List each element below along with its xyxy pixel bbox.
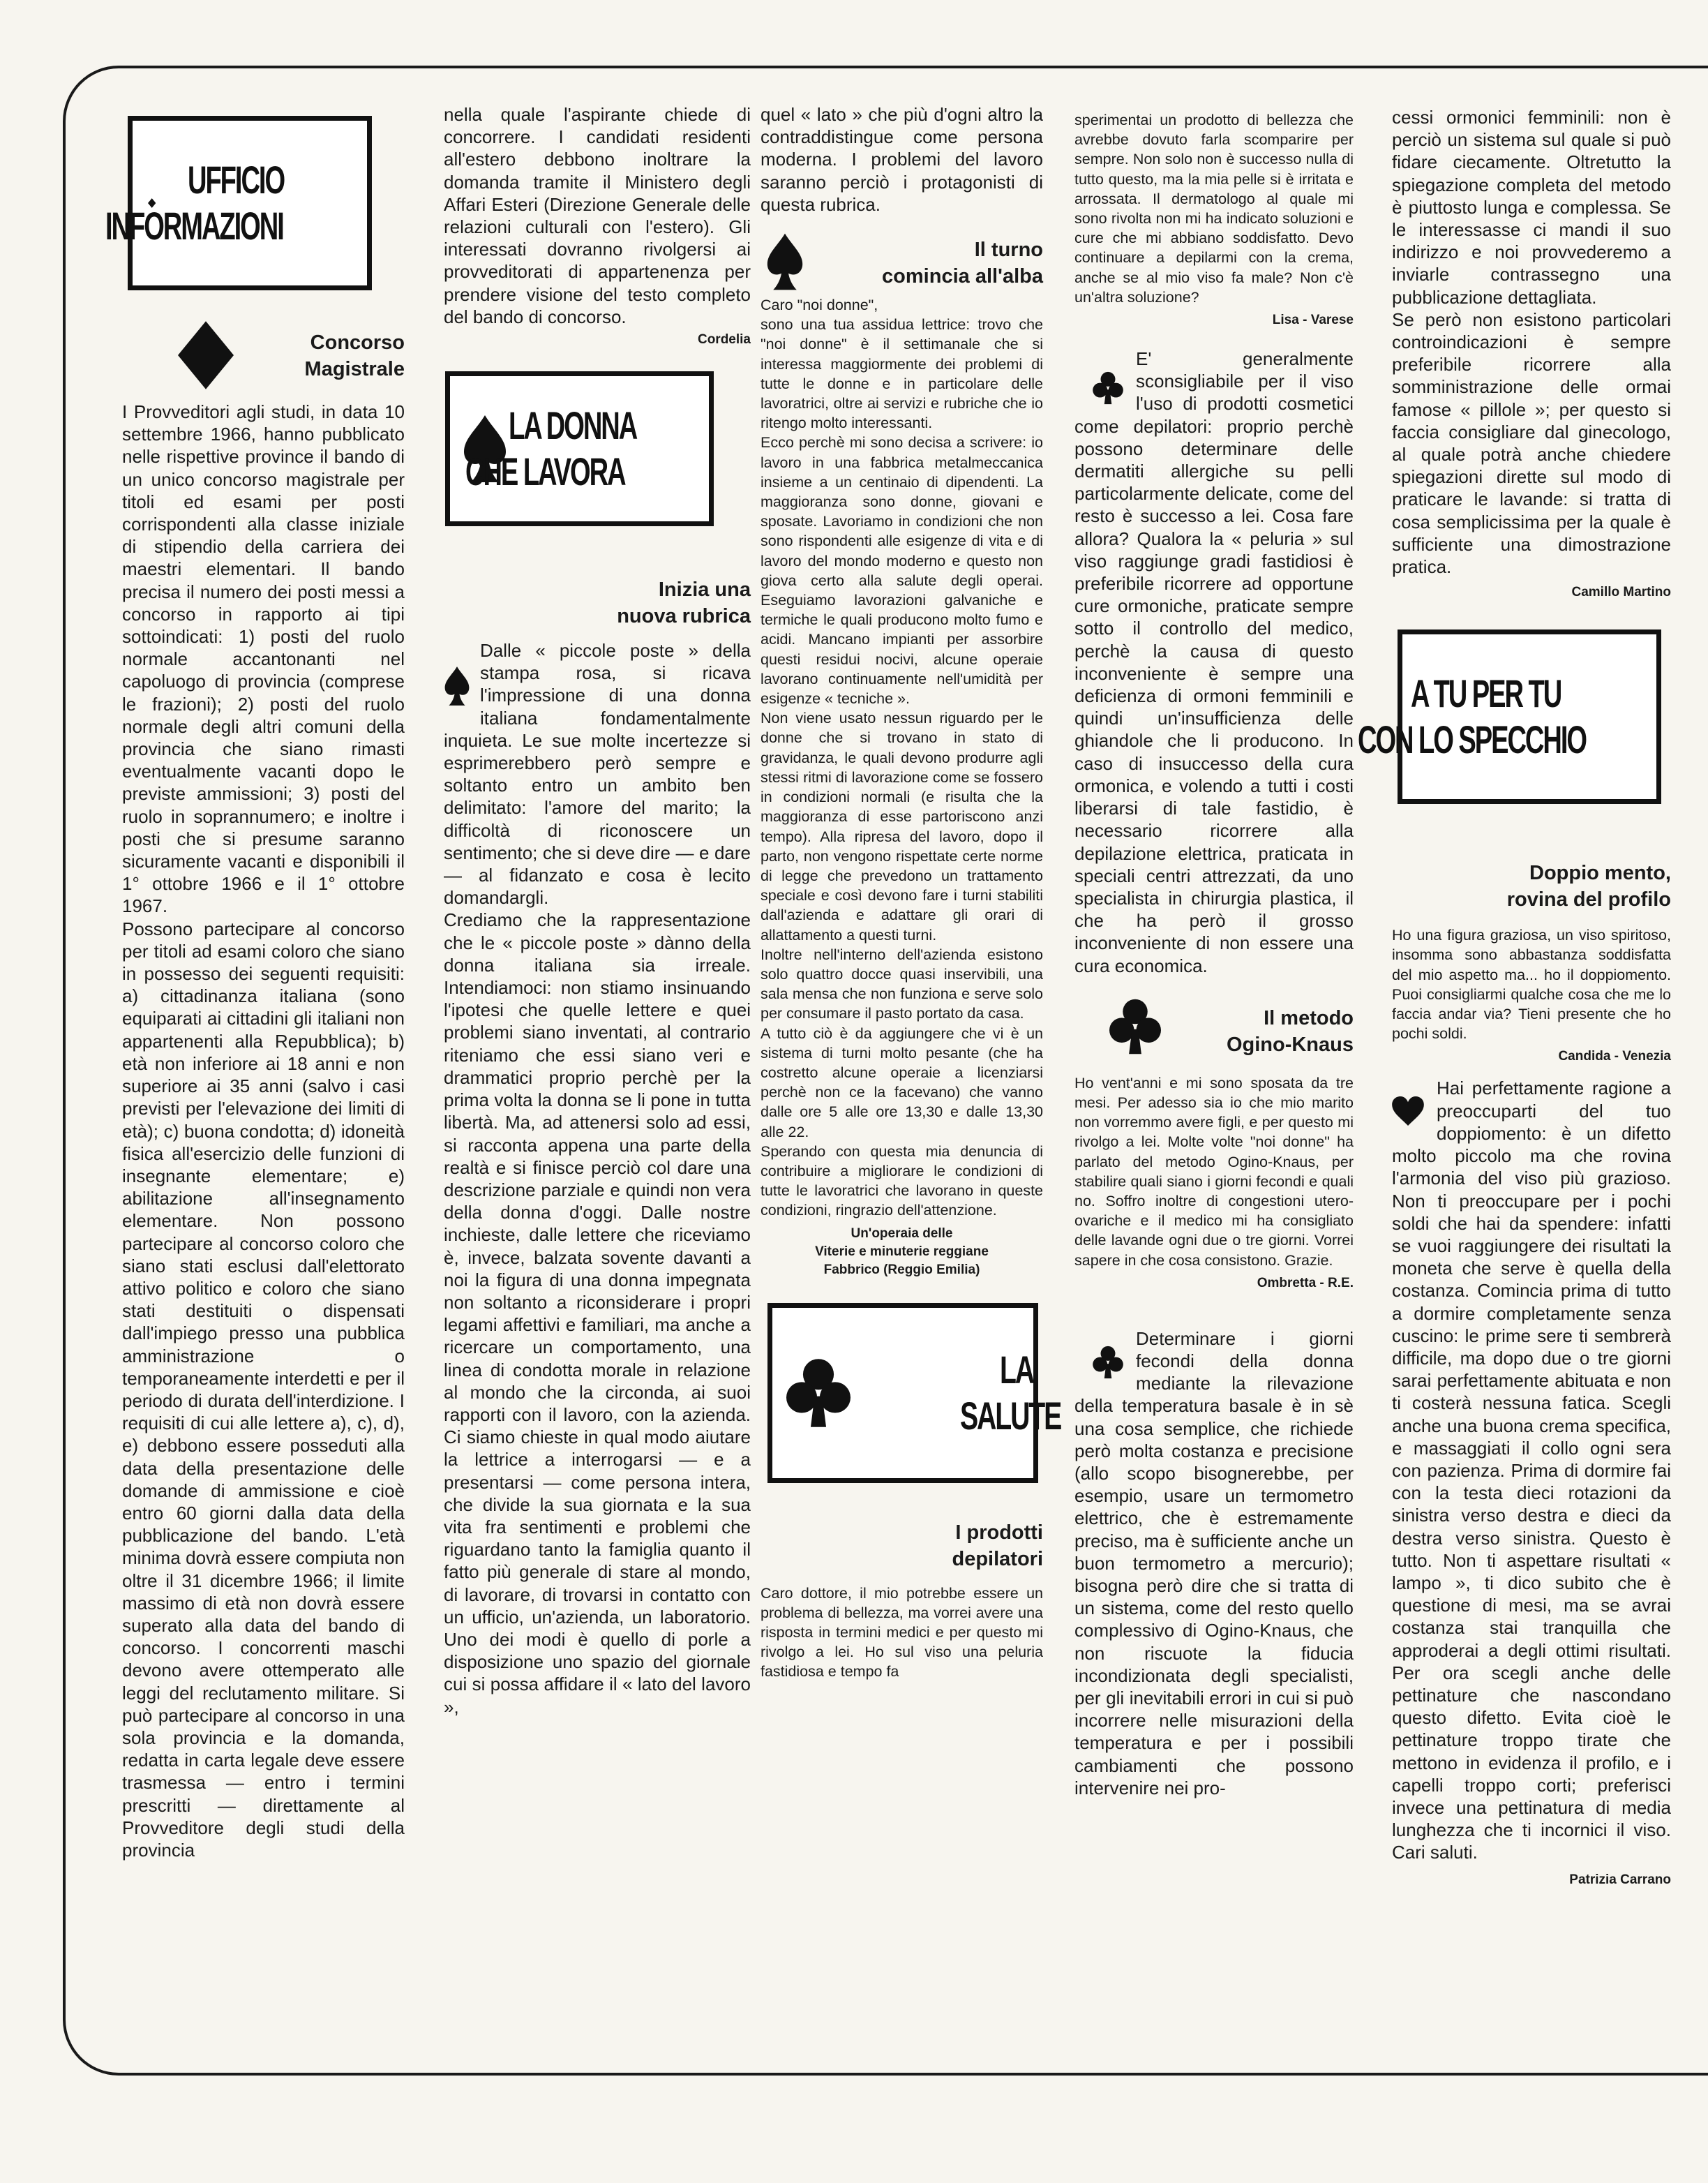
club-suit-icon xyxy=(1093,371,1123,405)
answer-doppio-mento-text: Hai perfettamente ragione a preoccuparti del tuo doppiomento: è un difetto molto piccolo ma che rovina l'armonia del viso più grazioso. Non ti preoccupare per i pochi soldi che hai da spendere: infatti se vuoi raggiungere dei risultati la moneta che serve è quella della costanza. Comincia prima di tutto a dormire completamente senza cuscino: le prime sere ti sembrerà difficile, ma dopo due o tre giorni sarai perfettamente abituata e non ti costerà nessuna fatica. Scegli anche una buona crema specifica, e massaggiati il collo ogni sera con pazienza. Prima di dormire fai con la testa dieci rotazioni da sinistra verso destra e dieci da destra verso sinistra. Questo è tutto. Non ti aspettare risultati « lampo », ti dico subito che è questione di mesi, ma se avrai costanza stai tranquilla che approderai a degli ottimi risultati. Per ora scegli anche delle pettinature che nascondano questo difetto. Evita cioè le pettinature troppo tirate che mettono in evidenza il profilo, e i capelli troppo corti; preferisci invece una pettinatura di media lunghezza che ti incornici il viso. Cari saluti. xyxy=(1392,1078,1671,1863)
signature-ombretta: Ombretta - R.E. xyxy=(1257,1275,1354,1290)
club-suit-icon xyxy=(1109,998,1161,1055)
doppio-mento-heading: Doppio mento, rovina del profilo xyxy=(1506,862,1671,911)
i-prodotti-depilatori-heading: I prodotti depilatori xyxy=(952,1521,1043,1570)
signature-candida-venezia: Candida - Venezia xyxy=(1558,1049,1671,1064)
answer-doppio-mento xyxy=(1392,1077,1671,1863)
signature-cordelia: Cordelia xyxy=(697,332,751,348)
signature-patrizia-carrano: Patrizia Carrano xyxy=(1569,1872,1671,1887)
rubrica-intro-body xyxy=(444,639,751,1718)
concorso-magistrale-heading: Concorso Magistrale xyxy=(304,331,405,380)
column-2 xyxy=(444,103,751,1718)
la-salute-header xyxy=(767,1303,1061,1483)
header-title-line1: LA xyxy=(999,1347,1033,1392)
answer-ogino-knaus xyxy=(1074,1327,1354,1799)
signature-lisa-varese: Lisa - Varese xyxy=(1272,313,1354,328)
letter-depilatori-continued: sperimentai un prodotto di bellezza che avrebbe dovuto farla scomparire per sempre. Non solo non è successo nulla di tutto questo, ma la mia pelle si è irritata e arrossata. Il dermatologo al quale mi sono rivolta non mi ha indicato soluzioni e cure che mi abbiano soddisfatto. Devo continuare a depilarmi con la crema, anche se al mio viso fa male? Non c'è un'altra soluzione? xyxy=(1074,112,1354,306)
column-1 xyxy=(105,105,405,1861)
header-title-line2: SALUTE xyxy=(960,1393,1061,1438)
answer-depilatori-text: E' generalmente sconsigliabile per il viso l'uso di prodotti cosmetici come depilatori: proprio perchè possono determinare delle dermatiti allergiche su pelli particolarmente delicate, come del resto è successo a lei. Cosa fare allora? Qualora la « peluria » sul viso raggiunge gradi fastidiosi è preferibile ricorrere ad opportune cure ormoniche, praticate sempre sotto il controllo del medico, perchè la causa di questo inconveniente è sempre una deficienza di ormoni femminili e quindi un'insufficienza delle ghiandole che li producono. In caso di insuccesso della cura ormonica, e volendo a tutti i costi liberarsi di tale fastidio, è necessario ricorrere alla depilazione elettrica, praticata in speciali centri attrezzati, da uno specialista in chirurgia plastica, il che ha però il grosso inconveniente di non essere una cura economica. xyxy=(1074,348,1354,976)
signature-camillo-martino: Camillo Martino xyxy=(1571,585,1671,600)
spade-suit-icon xyxy=(766,232,804,291)
column-3 xyxy=(761,103,1061,1682)
club-suit-icon xyxy=(1093,1346,1123,1379)
rubrica-continued: quel « lato » che più d'ogni altro la contraddistingue come persona moderna. I problemi del lavoro saranno perciò i protagonisti di questa rubrica. xyxy=(761,104,1043,215)
diamond-suit-icon xyxy=(178,321,234,389)
il-turno-comincia-heading: Il turno comincia all'alba xyxy=(882,239,1043,288)
rubrica-intro-text: Dalle « piccole poste » della stampa rosa, si ricava l'impressione di una donna italiana fondamentalmente inquieta. Le sue molte incertezze si esprimerebbero però sempre e soltanto entro un ambito ben delimitato: l'amore del marito; la difficoltà di riconoscere un sentimento; che si deve dire — e dare — al fidanzato e cosa è lecito domandargli. Crediamo che la rappresentazione che le « piccole poste » dànno della donna italiana sia irreale. Intendiamoci: non stiamo insinuando l'ipotesi che quelle lettere e quei problemi siano inventati, al contrario riteniamo che essi siano veri e drammatici proprio perchè per la prima volta la donna se li pone in tutta libertà. Ma, ad attenersi solo ad essi, si racconta appena una parte della realtà e si finisce perciò col dare una descrizione parziale e quindi non vera della donna d'oggi. Dalle nostre inchieste, dalle lettere che riceviamo è, invece, balzata sovente davanti a noi la figura di una donna impegnata non soltanto a riconsiderare i propri legami affettivi e familiari, ma anche a ricercare un comportamento, una linea di condotta morale in relazione al mondo che la circonda, ai suoi rapporti con il lavoro, con la azienda. Ci siamo chieste in qual modo aiutare la lettrice a interrogarsi — e a presentarsi — come persona intera, che divide la sua giornata e la sua vita fra sentimenti e problemi che riguardano tanto la famiglia quanto il fatto più generale di stare al mondo, di lavorare, di trovarsi in contatto con un ufficio, un'azienda, un laboratorio. Uno dei modi è quello di porle a disposizione uno spazio del giornale cui si possa affidare il « lato del lavoro », xyxy=(444,640,751,1718)
header-title-line2: CON LO SPECCHIO xyxy=(1358,717,1586,762)
answer-depilatori xyxy=(1074,348,1354,977)
answer-ogino-continued: cessi ormonici femminili: non è perciò un sistema sul quale si può fidare ciecamente. Oltretutto la spiegazione completa del metodo è piuttosto lunga e complessa. Se le interessasse ci mandi il suo indirizzo e noi provvederemo a inviarle contrassegno una pubblicazione dettagliata. Se però non esistono particolari controindicazioni è sempre preferibile ricorrere alla somministrazione delle ormai famose « pillole »; per questo si faccia consigliare dal ginecologo, al quale potrà anche chiedere spiegazioni dirette sul modo di praticare le lavande: si tratta di cosa semplicissima per la quale è sufficiente una dimostrazione pratica. xyxy=(1392,107,1671,578)
concorso-article-continued: nella quale l'aspirante chiede di concorrere. I candidati residenti all'estero debbono inoltrare la domanda tramite il Ministero degli Affari Esteri (Direzione Generale delle relazioni culturali con l'estero). Gli interessati dovranno rivolgersi ai provveditorati di appartenenza per prendere visione del testo completo del bando di concorso. xyxy=(444,104,751,327)
column-4 xyxy=(1074,110,1354,1799)
header-title-line1: A TU PER TU xyxy=(1411,671,1561,716)
ufficio-informazioni-header xyxy=(105,116,372,290)
header-title-line1: UFFICIO xyxy=(188,158,285,202)
a-tu-per-tu-header xyxy=(1358,629,1661,804)
header-title-line2: INFORMAZIONI xyxy=(105,204,284,248)
club-suit-icon xyxy=(786,1355,851,1431)
letter-ombretta: Ho vent'anni e mi sono sposata da tre mesi. Per adesso sia io che mio marito non vorremmo avere figli, e per questo mi rivolgo a lei. Molte volte "noi donne" ha parlato del metodo Ogino-Knaus, per stabilire quali siano i giorni fecondi e quali no. Soffro inoltre di congestioni utero-ovariche e il medico mi ha consigliato delle lavande ogni due o tre giorni. Vorrei sapere in che cosa consistono. Grazie. xyxy=(1074,1074,1354,1269)
header-title-line1: LA DONNA xyxy=(509,403,637,448)
signature-operaia: Un'operaia delle Viterie e minuterie reggiane Fabbrico (Reggio Emilia) xyxy=(815,1225,989,1277)
concorso-article-body: I Provveditori agli studi, in data 10 settembre 1966, hanno pubblicato nelle rispettive province il bando di un unico concorso magistrale per titoli ed esami per posti corrispondenti alla classe iniziale di stipendio della carriera dei maestri elementari. Il bando precisa il numero dei posti messi a concorso in rapporto ai tipi sottoindicati: 1) posti del ruolo normale accantonanti nel capoluogo di provincia (comprese le frazioni); 2) posti del ruolo normale degli altri comuni della provincia che siano rimasti eventualmente vacanti dopo le previste ammissioni; 3) posti del ruolo in soprannumero; e inoltre i posti che si presume saranno sicuramente vacanti e disponibili il 1° ottobre 1966 e il 1° ottobre 1967. Possono partecipare al concorso per titoli ad esami coloro che siano in possesso dei seguenti requisiti: a) cittadinanza italiana (sono equiparati ai cittadini gli italiani non appartenenti alla Repubblica); b) età non inferiore ai 18 anni e non superiore ai 35 anni (salvo i casi previsti per l'elevazione dei limiti di età); c) buona condotta; d) idoneità fisica all'esercizio delle funzioni di insegnante elementare; e) abilitazione all'insegnamento elementare. Non possono partecipare al concorso coloro che siano stati esclusi dall'elettorato attivo politico e coloro che siano stati destituiti o dispensati dall'impiego presso una pubblica amministrazione o temporaneamente interdetti e per il periodo di durata dell'interdizione. I requisiti di cui alle lettere a), c), d), e) debbono essere posseduti alla data della presentazione delle domande di ammissione e cioè entro 60 giorni dalla data della pubblicazione del bando. L'età minima dovrà essere compiuta non oltre il 31 dicembre 1966; il limite massimo di età non dovrà essere superato alla data del bando di concorso. I concorrenti maschi devono avere ottemperato alle leggi del reclutamento militare. Si può partecipare al concorso in una sola provincia e la domanda, redatta in carta legale deve essere trasmessa — entro i termini prescritti — direttamente al Provveditore degli studi della provincia xyxy=(122,401,405,1861)
answer-ogino-knaus-text: Determinare i giorni fecondi della donna mediante la rilevazione della temperatura basale è in sè una cosa semplice, che richiede però molta costanza e precisione (allo scopo bisognerebbe, per esempio, usare un termometro elettrico, che è estremamente preciso, ma è sufficiente anche un buon termometro a mercurio); bisogna però dire che si tratta di un sistema, come del resto quello complessivo di Ogino-Knaus, che non riscuote la fiducia incondizionata degli specialisti, per gli inevitabili errori in cui si può incorrere nelle misurazioni della temperatura e per i possibili cambiamenti che possono intervenire nei pro- xyxy=(1074,1327,1354,1798)
il-metodo-ogino-knaus-heading: Il metodo Ogino-Knaus xyxy=(1226,1006,1354,1056)
column-5 xyxy=(1358,106,1671,1889)
header-title-line2: CHE LAVORA xyxy=(465,449,625,494)
letter-operaia: Caro "noi donne", sono una tua assidua lettrice: trovo che "noi donne" è il settimanale che si interessa maggiormente dei problemi di tutte le donne e in particolare delle lavoratrici, oltre ai servizi e rubriche che io ritengo molto interessanti. Ecco perchè mi sono decisa a scrivere: io lavoro in una fabbrica metalmeccanica insieme a un centinaio di dipendenti. La maggioranza sono donne, giovani e sposate. Lavoriamo in condizioni che non sono rispondenti alle esigenze di vita e di lavoro del mondo moderno e questo non giova certo alla salute degli operai. Eseguiamo lavorazioni galvaniche e termiche le quali producono molto fumo e acidi. Mancano impianti per assorbire questi residui nocivi, alcune operaie lavorano continuamente nell'umidità per esigenze « tecniche ». Non viene usato nessun riguardo per le donne che si trovano in stato di gravidanza, le quali devono produrre agli stessi ritmi di lavorazione come se fossero in condizioni normali (e risulta che la maggioranza di esse partoriscono anzi tempo). Alla ripresa del lavoro, dopo il parto, non vengono rispettate certe norme di legge che prevedono un trattamento speciale e così devono fare i turni stabiliti dall'azienda e adattare gli orari di allattamento a questi turni. Inoltre nell'interno dell'azienda esistono solo quattro docce quasi inservibili, una sala mensa che non funziona e serve solo per consumare il pasto portato da casa. A tutto ciò è da aggiungere che vi è un sistema di turni molto pesante (che ha costretto alcune operaie a licenziarsi perchè non ce la facevano) che vanno dalle ore 5 alle ore 13,30 e dalle 13,30 alle 22. Sperando con questa mia denuncia di contribuire a migliorare le condizioni di tutte le lavoratrici che lavorano in queste condizioni, ringrazio dell'attenzione. xyxy=(761,297,1043,1219)
inizia-una-nuova-rubrica-heading: Inizia una nuova rubrica xyxy=(617,579,751,628)
letter-candida: Ho una figura graziosa, un viso spiritoso, insomma sono abbastanza soddisfatta del mio aspetto ma... ho il doppiomento. Puoi consigliarmi qualche cosa che me lo faccia andar via? Tieni presente che ho pochi soldi. xyxy=(1392,927,1671,1043)
heart-suit-icon xyxy=(1392,1096,1424,1126)
spade-suit-icon xyxy=(444,666,470,706)
la-donna-che-lavora-header xyxy=(445,371,714,526)
letter-depilatori: Caro dottore, il mio potrebbe essere un problema di bellezza, ma vorrei avere una risposta in termini medici e per questo mi rivolgo a lei. Ho sul viso una peluria fastidiosa e tempo fa xyxy=(761,1584,1043,1681)
